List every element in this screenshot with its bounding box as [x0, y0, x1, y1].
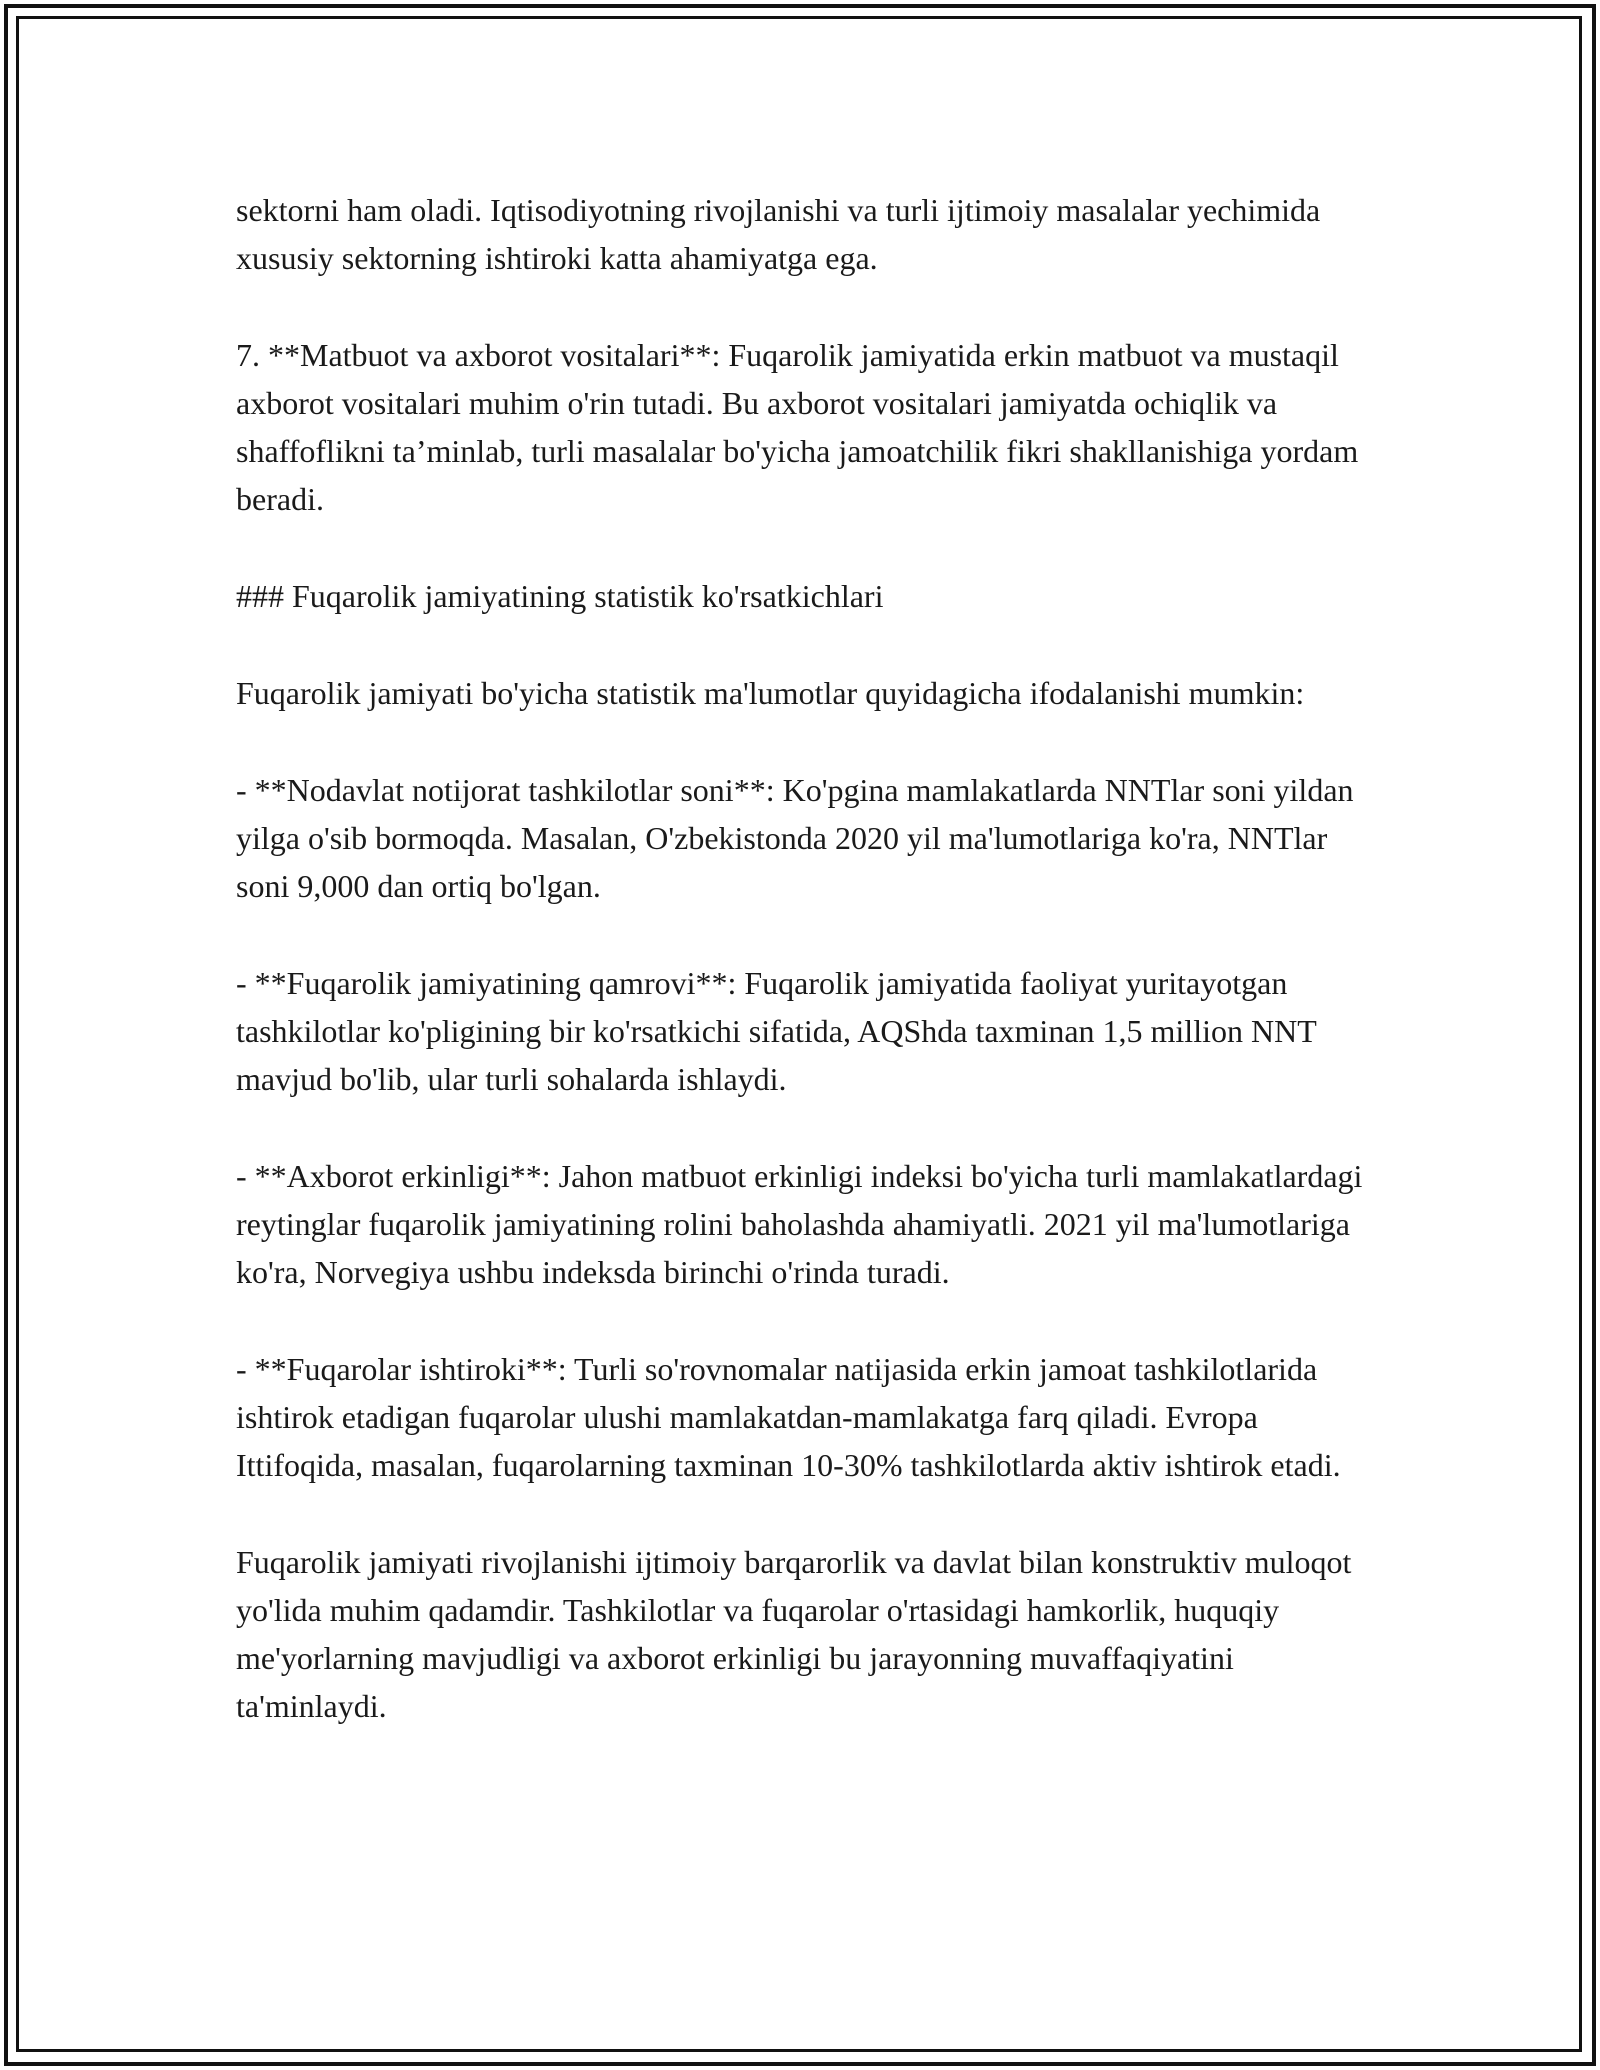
paragraph-conclusion: Fuqarolik jamiyati rivojlanishi ijtimoiy barqarorlik va davlat bilan konstruktiv muloqot yo'lida muhim qadamdir. Tashkilotlar va fuqarolar o'rtasidagi hamkorlik, huquqiy me'yorlarning mavjudligi va axborot erkinligi bu jarayonning muvaffaqiyatini ta'minlaydi.: [236, 1544, 1352, 1724]
paragraph-statistics-intro: Fuqarolik jamiyati bo'yicha statistik ma'lumotlar quyidagicha ifodalanishi mumkin:: [236, 675, 1305, 711]
paragraph-media: 7. **Matbuot va axborot vositalari**: Fuqarolik jamiyatida erkin matbuot va mustaqil axborot vositalari muhim o'rin tutadi. Bu axborot vositalari jamiyatda ochiqlik va shaffoflikni ta’minlab, turli masalalar bo'yicha jamoatchilik fikri shakllanishiga yordam beradi.: [236, 337, 1359, 517]
list-item-citizen-participation: - **Fuqarolar ishtiroki**: Turli so'rovnomalar natijasida erkin jamoat tashkilotlarida ishtirok etadigan fuqarolar ulushi mamlakatdan-mamlakatga farq qiladi. Evropa Ittifoqida, masalan, fuqarolarning taxminan 10-30% tashkilotlarda aktiv ishtirok etadi.: [236, 1351, 1341, 1483]
list-item-press-freedom: - **Axborot erkinligi**: Jahon matbuot erkinligi indeksi bo'yicha turli mamlakatlardagi reytinglar fuqarolik jamiyatining rolini baholashda ahamiyatli. 2021 yil ma'lumotlariga ko'ra, Norvegiya ushbu indeksda birinchi o'rinda turadi.: [236, 1158, 1363, 1290]
list-item-civil-society-scope: - **Fuqarolik jamiyatining qamrovi**: Fuqarolik jamiyatida faoliyat yuritayotgan tashkilotlar ko'pligining bir ko'rsatkichi sifatida, AQShda taxminan 1,5 million NNT mavjud bo'lib, ular turli sohalarda ishlaydi.: [236, 965, 1317, 1097]
section-heading-statistics: ### Fuqarolik jamiyatining statistik ko'rsatkichlari: [236, 578, 884, 614]
document-body: [236, 186, 1376, 1730]
paragraph-private-sector-continuation: sektorni ham oladi. Iqtisodiyotning rivojlanishi va turli ijtimoiy masalalar yechimida xususiy sektorning ishtiroki katta ahamiyatga ega.: [236, 192, 1321, 276]
list-item-ngo-count: - **Nodavlat notijorat tashkilotlar soni**: Ko'pgina mamlakatlarda NNTlar soni yildan yilga o'sib bormoqda. Masalan, O'zbekistonda 2020 yil ma'lumotlariga ko'ra, NNTlar soni 9,000 dan ortiq bo'lgan.: [236, 772, 1354, 904]
